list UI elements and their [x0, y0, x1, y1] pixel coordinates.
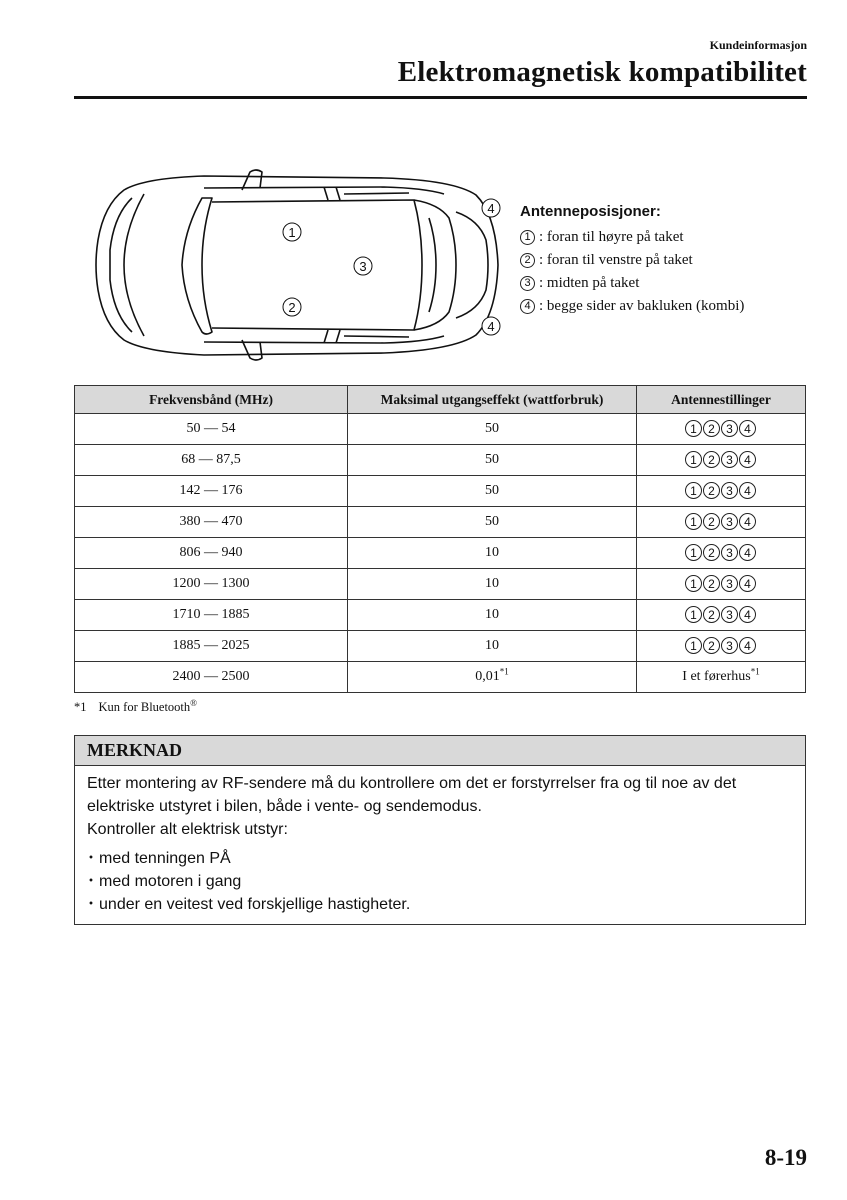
marker-4-top-label: 4: [487, 201, 495, 216]
marker-3-label: 3: [359, 259, 367, 274]
antenna-marker-2: 2: [703, 544, 720, 561]
marker-circle-4: 4: [520, 299, 535, 314]
cell-antenna: [637, 414, 806, 445]
cell-band: 2400 — 2500: [75, 662, 348, 693]
antenna-marker-1: 1: [685, 637, 702, 654]
antenna-marker-3: 3: [721, 513, 738, 530]
antenna-marker-3: 3: [721, 544, 738, 561]
title-rule: [74, 96, 807, 99]
antenna-marker-3: 3: [721, 482, 738, 499]
antenna-marker-1: 1: [685, 451, 702, 468]
cell-antenna: [637, 476, 806, 507]
note-body: [75, 766, 805, 924]
table-row: [75, 445, 806, 476]
antenna-marker-4: 4: [739, 420, 756, 437]
antenna-marker-3: 3: [721, 451, 738, 468]
legend-item: [520, 226, 744, 249]
marker-circle-3: 3: [520, 276, 535, 291]
legend-item-text: : foran til høyre på taket: [539, 229, 684, 245]
cell-band: 68 — 87,5: [75, 445, 348, 476]
note-bullet: ・ under en veitest ved forskjellige hastigheter.: [87, 893, 793, 916]
column-header-antenna: Antennestillinger: [637, 386, 806, 414]
antenna-marker-1: 1: [685, 482, 702, 499]
table-row: [75, 569, 806, 600]
note-bullet: ・ med motoren i gang: [87, 870, 793, 893]
antenna-marker-3: 3: [721, 420, 738, 437]
cell-band: 1885 — 2025: [75, 631, 348, 662]
note-bullet: ・ med tenningen PÅ: [87, 847, 793, 870]
page-title: Elektromagnetisk kompatibilitet: [397, 56, 807, 88]
cell-power: 50: [348, 445, 637, 476]
footnote-ref: *1: [499, 666, 509, 677]
section-label: Kundeinformasjon: [709, 38, 807, 52]
cell-antenna: [637, 662, 806, 693]
cell-band: 380 — 470: [75, 507, 348, 538]
cell-antenna: [637, 445, 806, 476]
antenna-marker-3: 3: [721, 575, 738, 592]
antenna-marker-1: 1: [685, 513, 702, 530]
cell-band: 1710 — 1885: [75, 600, 348, 631]
antenna-marker-4: 4: [739, 544, 756, 561]
antenna-marker-1: 1: [685, 420, 702, 437]
footnote-text: Kun for Bluetooth: [98, 700, 191, 714]
legend-item: [520, 295, 744, 318]
legend-item: [520, 272, 744, 295]
table-row-last: [75, 662, 806, 693]
cell-band: 806 — 940: [75, 538, 348, 569]
cell-power: 10: [348, 569, 637, 600]
column-header-power: Maksimal utgangseffekt (wattforbruk): [348, 386, 637, 414]
legend-item: [520, 249, 744, 272]
table-row: [75, 414, 806, 445]
cell-power: 50: [348, 476, 637, 507]
cell-power: 50: [348, 414, 637, 445]
legend-item-text: : midten på taket: [539, 275, 640, 291]
cell-band: 142 — 176: [75, 476, 348, 507]
page-number: 8-19: [764, 1145, 807, 1170]
marker-1-label: 1: [288, 225, 296, 240]
antenna-marker-3: 3: [721, 606, 738, 623]
antenna-marker-2: 2: [703, 451, 720, 468]
antenna-marker-4: 4: [739, 606, 756, 623]
car-top-view-illustration: [84, 160, 508, 370]
antenna-marker-4: 4: [739, 575, 756, 592]
antenna-marker-3: 3: [721, 637, 738, 654]
registered-mark: ®: [190, 697, 198, 708]
table-row: [75, 631, 806, 662]
marker-circle-2: 2: [520, 253, 535, 268]
note-heading: MERKNAD: [75, 736, 805, 766]
cell-antenna: [637, 507, 806, 538]
legend-heading: Antenneposisjoner:: [520, 203, 661, 220]
cell-antenna: [637, 631, 806, 662]
antenna-marker-2: 2: [703, 606, 720, 623]
footnote-mark: *1: [74, 700, 87, 714]
table-header-row: [75, 386, 806, 414]
marker-2-label: 2: [288, 300, 296, 315]
cell-antenna-value: I et førerhus: [682, 669, 751, 684]
antenna-marker-4: 4: [739, 482, 756, 499]
cell-antenna: [637, 569, 806, 600]
table-row: [75, 476, 806, 507]
legend-item-text: : foran til venstre på taket: [539, 252, 693, 268]
note-paragraph: Kontroller alt elektrisk utstyr:: [87, 821, 288, 838]
antenna-marker-2: 2: [703, 420, 720, 437]
frequency-spec-table: [74, 385, 806, 693]
column-header-band: Frekvensbånd (MHz): [75, 386, 348, 414]
cell-band: 50 — 54: [75, 414, 348, 445]
antenna-marker-4: 4: [739, 451, 756, 468]
cell-power: 10: [348, 631, 637, 662]
table-row: [75, 600, 806, 631]
antenna-marker-1: 1: [685, 606, 702, 623]
antenna-marker-4: 4: [739, 637, 756, 654]
cell-power: 10: [348, 538, 637, 569]
cell-power-value: 0,01: [475, 669, 500, 684]
antenna-legend: [520, 203, 744, 318]
antenna-marker-4: 4: [739, 513, 756, 530]
footnote: [74, 697, 198, 715]
antenna-marker-2: 2: [703, 575, 720, 592]
note-box: [74, 735, 806, 925]
table-body: [75, 414, 806, 693]
note-bullet-list: [87, 847, 793, 916]
cell-antenna: [637, 600, 806, 631]
antenna-marker-2: 2: [703, 482, 720, 499]
footnote-ref: *1: [750, 666, 760, 677]
cell-antenna: [637, 538, 806, 569]
cell-band: 1200 — 1300: [75, 569, 348, 600]
table-row: [75, 538, 806, 569]
antenna-marker-1: 1: [685, 544, 702, 561]
antenna-marker-2: 2: [703, 637, 720, 654]
table-row: [75, 507, 806, 538]
legend-item-text: : begge sider av bakluken (kombi): [539, 298, 745, 314]
antenna-marker-1: 1: [685, 575, 702, 592]
marker-4-bottom-label: 4: [487, 319, 495, 334]
cell-power: 10: [348, 600, 637, 631]
marker-circle-1: 1: [520, 230, 535, 245]
note-paragraph: Etter montering av RF-sendere må du kontrollere om det er forstyrrelser fra og til noe av det elektriske utstyret i bilen, både i vente- og sendemodus.: [87, 775, 737, 815]
cell-power: 50: [348, 507, 637, 538]
antenna-marker-2: 2: [703, 513, 720, 530]
cell-power: [348, 662, 637, 693]
